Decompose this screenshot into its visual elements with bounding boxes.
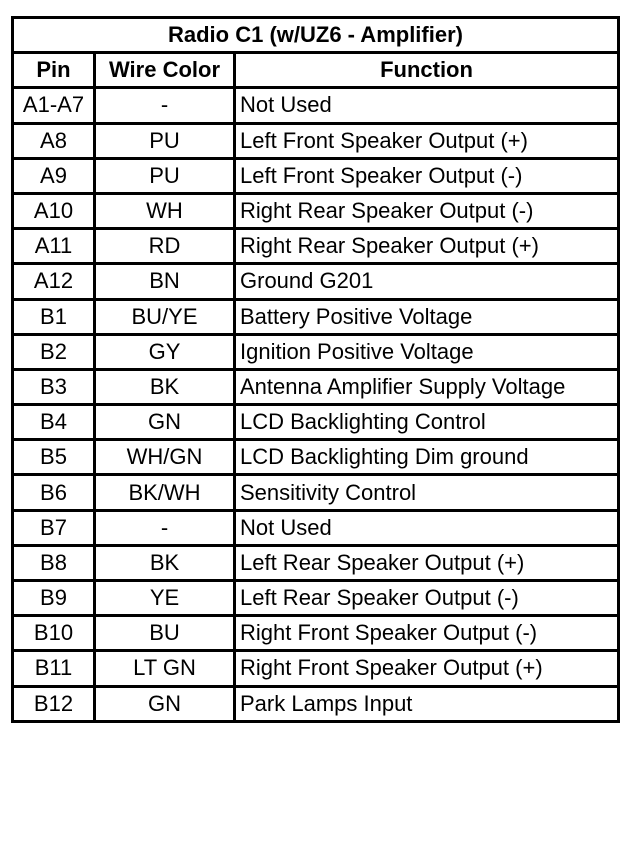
function-cell: Park Lamps Input <box>235 686 619 721</box>
pin-cell: B8 <box>13 545 95 580</box>
pin-cell: A9 <box>13 158 95 193</box>
function-cell: Right Front Speaker Output (+) <box>235 651 619 686</box>
wire-color-cell: GN <box>95 405 235 440</box>
table-row <box>13 369 619 404</box>
table-row <box>13 545 619 580</box>
wire-color-cell: YE <box>95 581 235 616</box>
pin-cell: B4 <box>13 405 95 440</box>
table-row <box>13 581 619 616</box>
function-cell: Left Rear Speaker Output (+) <box>235 545 619 580</box>
function-cell: Ignition Positive Voltage <box>235 334 619 369</box>
pin-cell: B2 <box>13 334 95 369</box>
table-row <box>13 510 619 545</box>
table-row <box>13 440 619 475</box>
table-body <box>13 88 619 721</box>
pin-cell: A12 <box>13 264 95 299</box>
wire-color-cell: PU <box>95 158 235 193</box>
wire-color-cell: BK/WH <box>95 475 235 510</box>
function-cell: Not Used <box>235 510 619 545</box>
pin-cell: B7 <box>13 510 95 545</box>
function-cell: Left Front Speaker Output (-) <box>235 158 619 193</box>
function-cell: Sensitivity Control <box>235 475 619 510</box>
wire-color-cell: BU/YE <box>95 299 235 334</box>
function-cell: Right Front Speaker Output (-) <box>235 616 619 651</box>
function-cell: LCD Backlighting Dim ground <box>235 440 619 475</box>
table-row <box>13 405 619 440</box>
pin-cell: B12 <box>13 686 95 721</box>
header-wire-color: Wire Color <box>95 53 235 88</box>
title-row <box>13 18 619 53</box>
pin-cell: A11 <box>13 229 95 264</box>
header-pin: Pin <box>13 53 95 88</box>
table-row <box>13 88 619 123</box>
function-cell: LCD Backlighting Control <box>235 405 619 440</box>
pin-cell: A8 <box>13 123 95 158</box>
table-row <box>13 686 619 721</box>
pin-cell: A1-A7 <box>13 88 95 123</box>
pin-cell: B3 <box>13 369 95 404</box>
wire-color-cell: WH/GN <box>95 440 235 475</box>
pin-cell: B11 <box>13 651 95 686</box>
table-row <box>13 616 619 651</box>
table-row <box>13 158 619 193</box>
table-row <box>13 475 619 510</box>
wire-color-cell: GY <box>95 334 235 369</box>
function-cell: Not Used <box>235 88 619 123</box>
header-function: Function <box>235 53 619 88</box>
function-cell: Left Front Speaker Output (+) <box>235 123 619 158</box>
connector-pinout-table <box>11 16 620 723</box>
pin-cell: B1 <box>13 299 95 334</box>
wire-color-cell: BK <box>95 369 235 404</box>
wire-color-cell: GN <box>95 686 235 721</box>
function-cell: Antenna Amplifier Supply Voltage <box>235 369 619 404</box>
function-cell: Ground G201 <box>235 264 619 299</box>
table-row <box>13 334 619 369</box>
wire-color-cell: WH <box>95 193 235 228</box>
pin-cell: A10 <box>13 193 95 228</box>
wire-color-cell: BN <box>95 264 235 299</box>
wire-color-cell: - <box>95 510 235 545</box>
function-cell: Battery Positive Voltage <box>235 299 619 334</box>
table-row <box>13 123 619 158</box>
table-row <box>13 651 619 686</box>
pin-cell: B9 <box>13 581 95 616</box>
wire-color-cell: RD <box>95 229 235 264</box>
function-cell: Right Rear Speaker Output (+) <box>235 229 619 264</box>
table-title: Radio C1 (w/UZ6 - Amplifier) <box>13 18 619 53</box>
wire-color-cell: BK <box>95 545 235 580</box>
table-row <box>13 229 619 264</box>
table-row <box>13 299 619 334</box>
wire-color-cell: BU <box>95 616 235 651</box>
pin-cell: B6 <box>13 475 95 510</box>
wire-color-cell: PU <box>95 123 235 158</box>
table-row <box>13 193 619 228</box>
pin-cell: B10 <box>13 616 95 651</box>
wire-color-cell: - <box>95 88 235 123</box>
header-row <box>13 53 619 88</box>
pin-cell: B5 <box>13 440 95 475</box>
wire-color-cell: LT GN <box>95 651 235 686</box>
table-row <box>13 264 619 299</box>
function-cell: Right Rear Speaker Output (-) <box>235 193 619 228</box>
function-cell: Left Rear Speaker Output (-) <box>235 581 619 616</box>
